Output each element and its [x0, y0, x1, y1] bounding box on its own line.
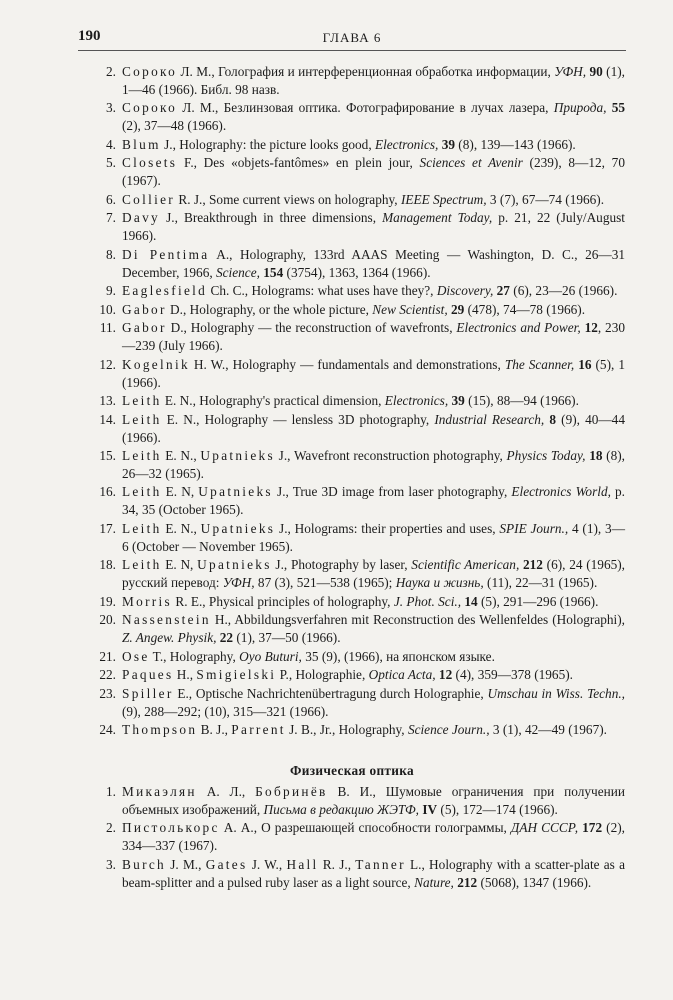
- reference-text: А. Л.,: [196, 784, 256, 799]
- reference-item: [84, 356, 625, 392]
- journal-title: Electronics and Power,: [456, 320, 581, 336]
- reference-item: [84, 154, 625, 190]
- journal-title: New Scientist,: [372, 301, 448, 317]
- reference-number: 8.: [106, 246, 116, 262]
- journal-title: Sciences et Avenir: [419, 155, 523, 171]
- reference-author: Gabor: [122, 301, 167, 317]
- coauthor-name: Hall: [286, 856, 319, 872]
- reference-text: B. J.,: [197, 722, 232, 738]
- reference-item: [84, 411, 625, 447]
- reference-text: (9), 288—292; (10), 315—321 (1966).: [122, 703, 329, 719]
- reference-number: 17.: [99, 520, 116, 536]
- reference-item: [84, 392, 625, 410]
- reference-text: R. E., Physical principles of holography,: [172, 593, 394, 609]
- reference-text: R. J., Some current views on holography,: [175, 191, 401, 207]
- journal-title: Science Journ.,: [407, 722, 490, 738]
- coauthor-name: Upatnieks: [197, 557, 272, 573]
- reference-author: Kogelnik: [122, 356, 190, 372]
- reference-author: Leith: [122, 448, 162, 464]
- reference-author: Gabor: [122, 320, 167, 336]
- reference-text: (5), 1 (1966).: [122, 356, 625, 390]
- reference-number: 12.: [99, 356, 116, 372]
- reference-item: [84, 209, 625, 245]
- reference-text: (5), 291—296 (1966).: [477, 593, 599, 609]
- reference-number: 6.: [106, 191, 116, 207]
- journal-title: Письма в редакцию ЖЭТФ,: [263, 801, 419, 817]
- volume-number: 12: [438, 667, 453, 683]
- optics-reference-list: [84, 783, 625, 892]
- reference-text: Л. М., Безлинзовая оптика. Фотографирование в лучах лазера,: [177, 100, 554, 116]
- page-number: 190: [78, 28, 101, 44]
- reference-text: p. 21, 22 (July/August 1966).: [122, 210, 625, 244]
- reference-author: Spiller: [122, 685, 174, 701]
- reference-number: 2.: [106, 64, 116, 79]
- reference-text: J., Wavefront reconstruction photography,: [274, 448, 507, 464]
- reference-text: D., Holography — the reconstruction of wavefronts,: [166, 320, 457, 336]
- reference-item: [84, 191, 625, 209]
- reference-item: [84, 319, 625, 355]
- journal-title: IEEE Spectrum,: [400, 191, 487, 207]
- reference-item: [84, 447, 625, 483]
- reference-text: J. W.,: [247, 856, 287, 872]
- reference-text: (11), 22—31 (1965).: [483, 575, 598, 591]
- reference-text: J., Photography by laser,: [271, 557, 412, 573]
- reference-text: (4), 359—378 (1965).: [452, 667, 573, 683]
- journal-title: Industrial Research,: [434, 411, 545, 427]
- reference-text: E. N,: [161, 484, 199, 500]
- reference-number: 2.: [106, 820, 116, 836]
- volume-number: 55: [611, 100, 625, 116]
- reference-author: Eaglesfield: [122, 283, 208, 299]
- journal-title: Scientific American,: [411, 557, 520, 573]
- reference-number: 23.: [99, 685, 116, 701]
- volume-number: 212: [457, 874, 478, 890]
- reference-text: H. W., Holography — fundamentals and demonstrations,: [189, 356, 505, 372]
- reference-item: [84, 648, 625, 666]
- reference-text: (5068), 1347 (1966).: [477, 874, 592, 890]
- reference-author: Di Pentima: [122, 246, 210, 262]
- reference-text: (2), 37—48 (1966).: [122, 118, 227, 134]
- reference-text: А. А., О разрешающей способности голограммы,: [219, 820, 511, 836]
- reference-text: 4 (1), 3—6 (October — November 1965).: [122, 520, 625, 554]
- reference-author: Leith: [122, 411, 162, 427]
- reference-author: Leith: [122, 393, 162, 409]
- reference-number: 22.: [99, 667, 116, 683]
- reference-text: (9), 40—44 (1966).: [122, 411, 625, 445]
- reference-author: Nassenstein: [122, 612, 211, 628]
- reference-number: 1.: [106, 784, 116, 799]
- reference-item: [84, 282, 625, 300]
- reference-number: 10.: [99, 301, 116, 317]
- reference-text: R. J.,: [318, 856, 356, 872]
- volume-number: 16: [578, 356, 592, 372]
- reference-author: Leith: [122, 484, 162, 500]
- reference-author: Leith: [122, 520, 162, 536]
- volume-number: 18: [589, 448, 603, 464]
- reference-text: J. B., Jr., Holography,: [285, 722, 408, 738]
- page-header: [78, 28, 626, 48]
- reference-number: 16.: [99, 484, 116, 500]
- reference-author: Пистолькорс: [122, 820, 220, 836]
- reference-text: E., Optische Nachrichtenübertragung durch Holographie,: [173, 685, 488, 701]
- reference-author: Ose: [122, 648, 150, 664]
- journal-title: Science,: [216, 264, 260, 280]
- journal-title: Umschau in Wiss. Techn.,: [487, 685, 625, 701]
- running-head: ГЛАВА 6: [322, 30, 382, 45]
- reference-text: Л. М., Голография и интерференционная обработка информации,: [177, 64, 555, 79]
- reference-text: 87 (3), 521—538 (1965);: [254, 575, 396, 591]
- reference-author: Blum: [122, 136, 161, 152]
- reference-text: P., Holographie,: [276, 667, 369, 683]
- journal-title: SPIE Journ.,: [499, 520, 569, 536]
- reference-text: 3 (1), 42—49 (1967).: [489, 722, 607, 738]
- reference-number: 15.: [99, 448, 116, 464]
- reference-text: T., Holography,: [149, 648, 240, 664]
- reference-text: (8), 139—143 (1966).: [454, 136, 576, 152]
- reference-text: J., True 3D image from laser photography,: [272, 484, 512, 500]
- journal-title: J. Phot. Sci.,: [393, 593, 462, 609]
- reference-text: D., Holography, or the whole picture,: [166, 301, 373, 317]
- reference-item: [84, 301, 625, 319]
- reference-text: (3754), 1363, 1364 (1966).: [283, 264, 431, 280]
- journal-title: Oyo Buturi,: [239, 648, 302, 664]
- coauthor-name: Gates: [205, 856, 248, 872]
- reference-text: (1), 37—50 (1966).: [233, 630, 341, 646]
- journal-title: Electronics,: [384, 393, 449, 409]
- reference-text: (2), 334—337 (1967).: [122, 820, 625, 854]
- reference-item: [84, 611, 625, 647]
- reference-number: 7.: [106, 210, 116, 226]
- reference-item: [84, 783, 625, 819]
- coauthor-name: Tanner: [355, 856, 406, 872]
- volume-number: 39: [441, 136, 455, 152]
- reference-number: 24.: [99, 722, 116, 738]
- reference-number: 3.: [106, 100, 116, 116]
- journal-title: Optica Acta,: [368, 667, 436, 683]
- volume-number: 12: [584, 320, 598, 336]
- reference-text: (6), 23—26 (1966).: [509, 283, 618, 299]
- volume-number: 27: [496, 283, 510, 299]
- reference-number: 18.: [99, 557, 116, 573]
- reference-text: E. N.,: [161, 520, 201, 536]
- journal-title: Physics Today,: [506, 448, 586, 464]
- reference-author: Closets: [122, 155, 178, 171]
- reference-text: E. N.,: [161, 448, 201, 464]
- journal-title: Z. Angew. Physik,: [122, 630, 217, 646]
- reference-author: Thompson: [122, 722, 198, 738]
- reference-text: H., Abbildungsverfahren mit Reconstruction des Wellenfeldes (Holographi),: [210, 612, 625, 628]
- reference-item: [84, 721, 625, 739]
- header-rule: [78, 50, 626, 51]
- journal-title: Management Today,: [382, 210, 493, 226]
- reference-text: F., Des «objets-fantômes» en plein jour,: [177, 155, 420, 171]
- reference-text: J., Holograms: their properties and uses,: [275, 520, 500, 536]
- journal-title: Nature,: [414, 874, 454, 890]
- reference-number: 14.: [99, 411, 116, 427]
- reference-text: p. 34, 35 (October 1965).: [122, 484, 626, 518]
- journal-title: ДАН СССР,: [510, 820, 579, 836]
- reference-text: Ch. C., Holograms: what uses have they?,: [207, 283, 437, 299]
- volume-number: 14: [464, 593, 478, 609]
- volume-number: 22: [219, 630, 234, 646]
- reference-author: Сороко: [122, 100, 178, 116]
- reference-item: [84, 556, 625, 592]
- journal-title: УФН,: [554, 64, 587, 79]
- coauthor-name: Бобринёв: [255, 784, 328, 799]
- reference-text: E. N., Holography's practical dimension,: [161, 393, 385, 409]
- reference-text: L., Holography with a scatter-plate as a beam-splitter and a pulsed ruby laser as a light source,: [122, 856, 625, 890]
- reference-number: 11.: [99, 320, 116, 336]
- reference-item: [84, 483, 625, 519]
- journal-title: Electronics World,: [511, 484, 611, 500]
- reference-item: [84, 63, 625, 99]
- reference-number: 19.: [99, 593, 116, 609]
- reference-item: [84, 593, 625, 611]
- coauthor-name: Upatnieks: [200, 448, 275, 464]
- reference-author: Collier: [122, 191, 176, 207]
- coauthor-name: Parrent: [231, 722, 286, 738]
- journal-title: Electronics,: [374, 136, 439, 152]
- volume-number: 90: [589, 64, 603, 79]
- journal-title: Природа,: [553, 100, 607, 116]
- reference-item: [84, 685, 625, 721]
- volume-number: 154: [263, 264, 284, 280]
- reference-text: (1), 1—46 (1966). Библ. 98 назв.: [122, 64, 626, 97]
- volume-number: 8: [549, 411, 557, 427]
- reference-author: Davy: [122, 210, 161, 226]
- reference-number: 21.: [99, 648, 116, 664]
- reference-item: [84, 819, 625, 855]
- section-title: Физическая оптика: [290, 763, 414, 778]
- reference-item: [84, 136, 625, 154]
- reference-number: 3.: [106, 856, 116, 872]
- reference-text: (6), 24 (1965), русский перевод:: [122, 557, 626, 591]
- reference-text: J., Breakthrough in three dimensions,: [160, 210, 383, 226]
- reference-text: (239), 8—12, 70 (1967).: [122, 155, 625, 189]
- reference-text: 35 (9), (1966), на японском языке.: [301, 648, 495, 664]
- reference-author: Burch: [122, 856, 166, 872]
- reference-text: H.,: [173, 667, 197, 683]
- reference-text: , 230—239 (July 1966).: [122, 320, 625, 354]
- reference-text: E. N., Holography — lensless 3D photography,: [161, 411, 435, 427]
- coauthor-name: Upatnieks: [198, 484, 273, 500]
- reference-text: E. N,: [161, 557, 198, 573]
- journal-title: Наука и жизнь,: [395, 575, 484, 591]
- reference-item: [84, 520, 625, 556]
- coauthor-name: Upatnieks: [200, 520, 276, 536]
- reference-author: Сороко: [122, 64, 178, 79]
- reference-text: J. M.,: [166, 856, 206, 872]
- reference-author: Morris: [122, 593, 172, 609]
- journal-title: The Scanner,: [504, 356, 575, 372]
- reference-number: 4.: [106, 136, 116, 152]
- volume-number: 39: [451, 393, 465, 409]
- reference-text: A., Holography, 133rd AAAS Meeting — Washington, D. C., 26—31 December, 1966,: [122, 246, 626, 280]
- journal-title: УФН,: [222, 575, 255, 591]
- volume-number: 29: [450, 301, 465, 317]
- reference-author: Leith: [122, 557, 162, 573]
- volume-number: 212: [523, 557, 543, 573]
- reference-text: 3 (7), 67—74 (1966).: [486, 191, 605, 207]
- volume-number: IV: [422, 801, 438, 817]
- reference-text: (8), 26—32 (1965).: [122, 448, 626, 481]
- reference-item: [84, 666, 625, 684]
- reference-item: [84, 246, 625, 282]
- reference-author: Микаэлян: [122, 784, 197, 799]
- reference-text: (15), 88—94 (1966).: [464, 393, 579, 409]
- reference-text: (478), 74—78 (1966).: [464, 301, 586, 317]
- reference-number: 13.: [99, 393, 116, 409]
- reference-item: [84, 856, 625, 892]
- reference-number: 5.: [106, 155, 116, 171]
- reference-number: 9.: [106, 283, 116, 299]
- reference-text: (5), 172—174 (1966).: [437, 801, 558, 817]
- reference-text: В. И., Шумовые ограничения при получении объемных изображений,: [122, 784, 625, 817]
- journal-title: Discovery,: [436, 283, 494, 299]
- coauthor-name: Smigielski: [196, 667, 277, 683]
- reference-author: Paques: [122, 667, 174, 683]
- volume-number: 172: [582, 820, 603, 836]
- reference-item: [84, 99, 625, 135]
- reference-text: J., Holography: the picture looks good,: [160, 136, 375, 152]
- reference-number: 20.: [99, 612, 116, 628]
- reference-list: [84, 63, 625, 740]
